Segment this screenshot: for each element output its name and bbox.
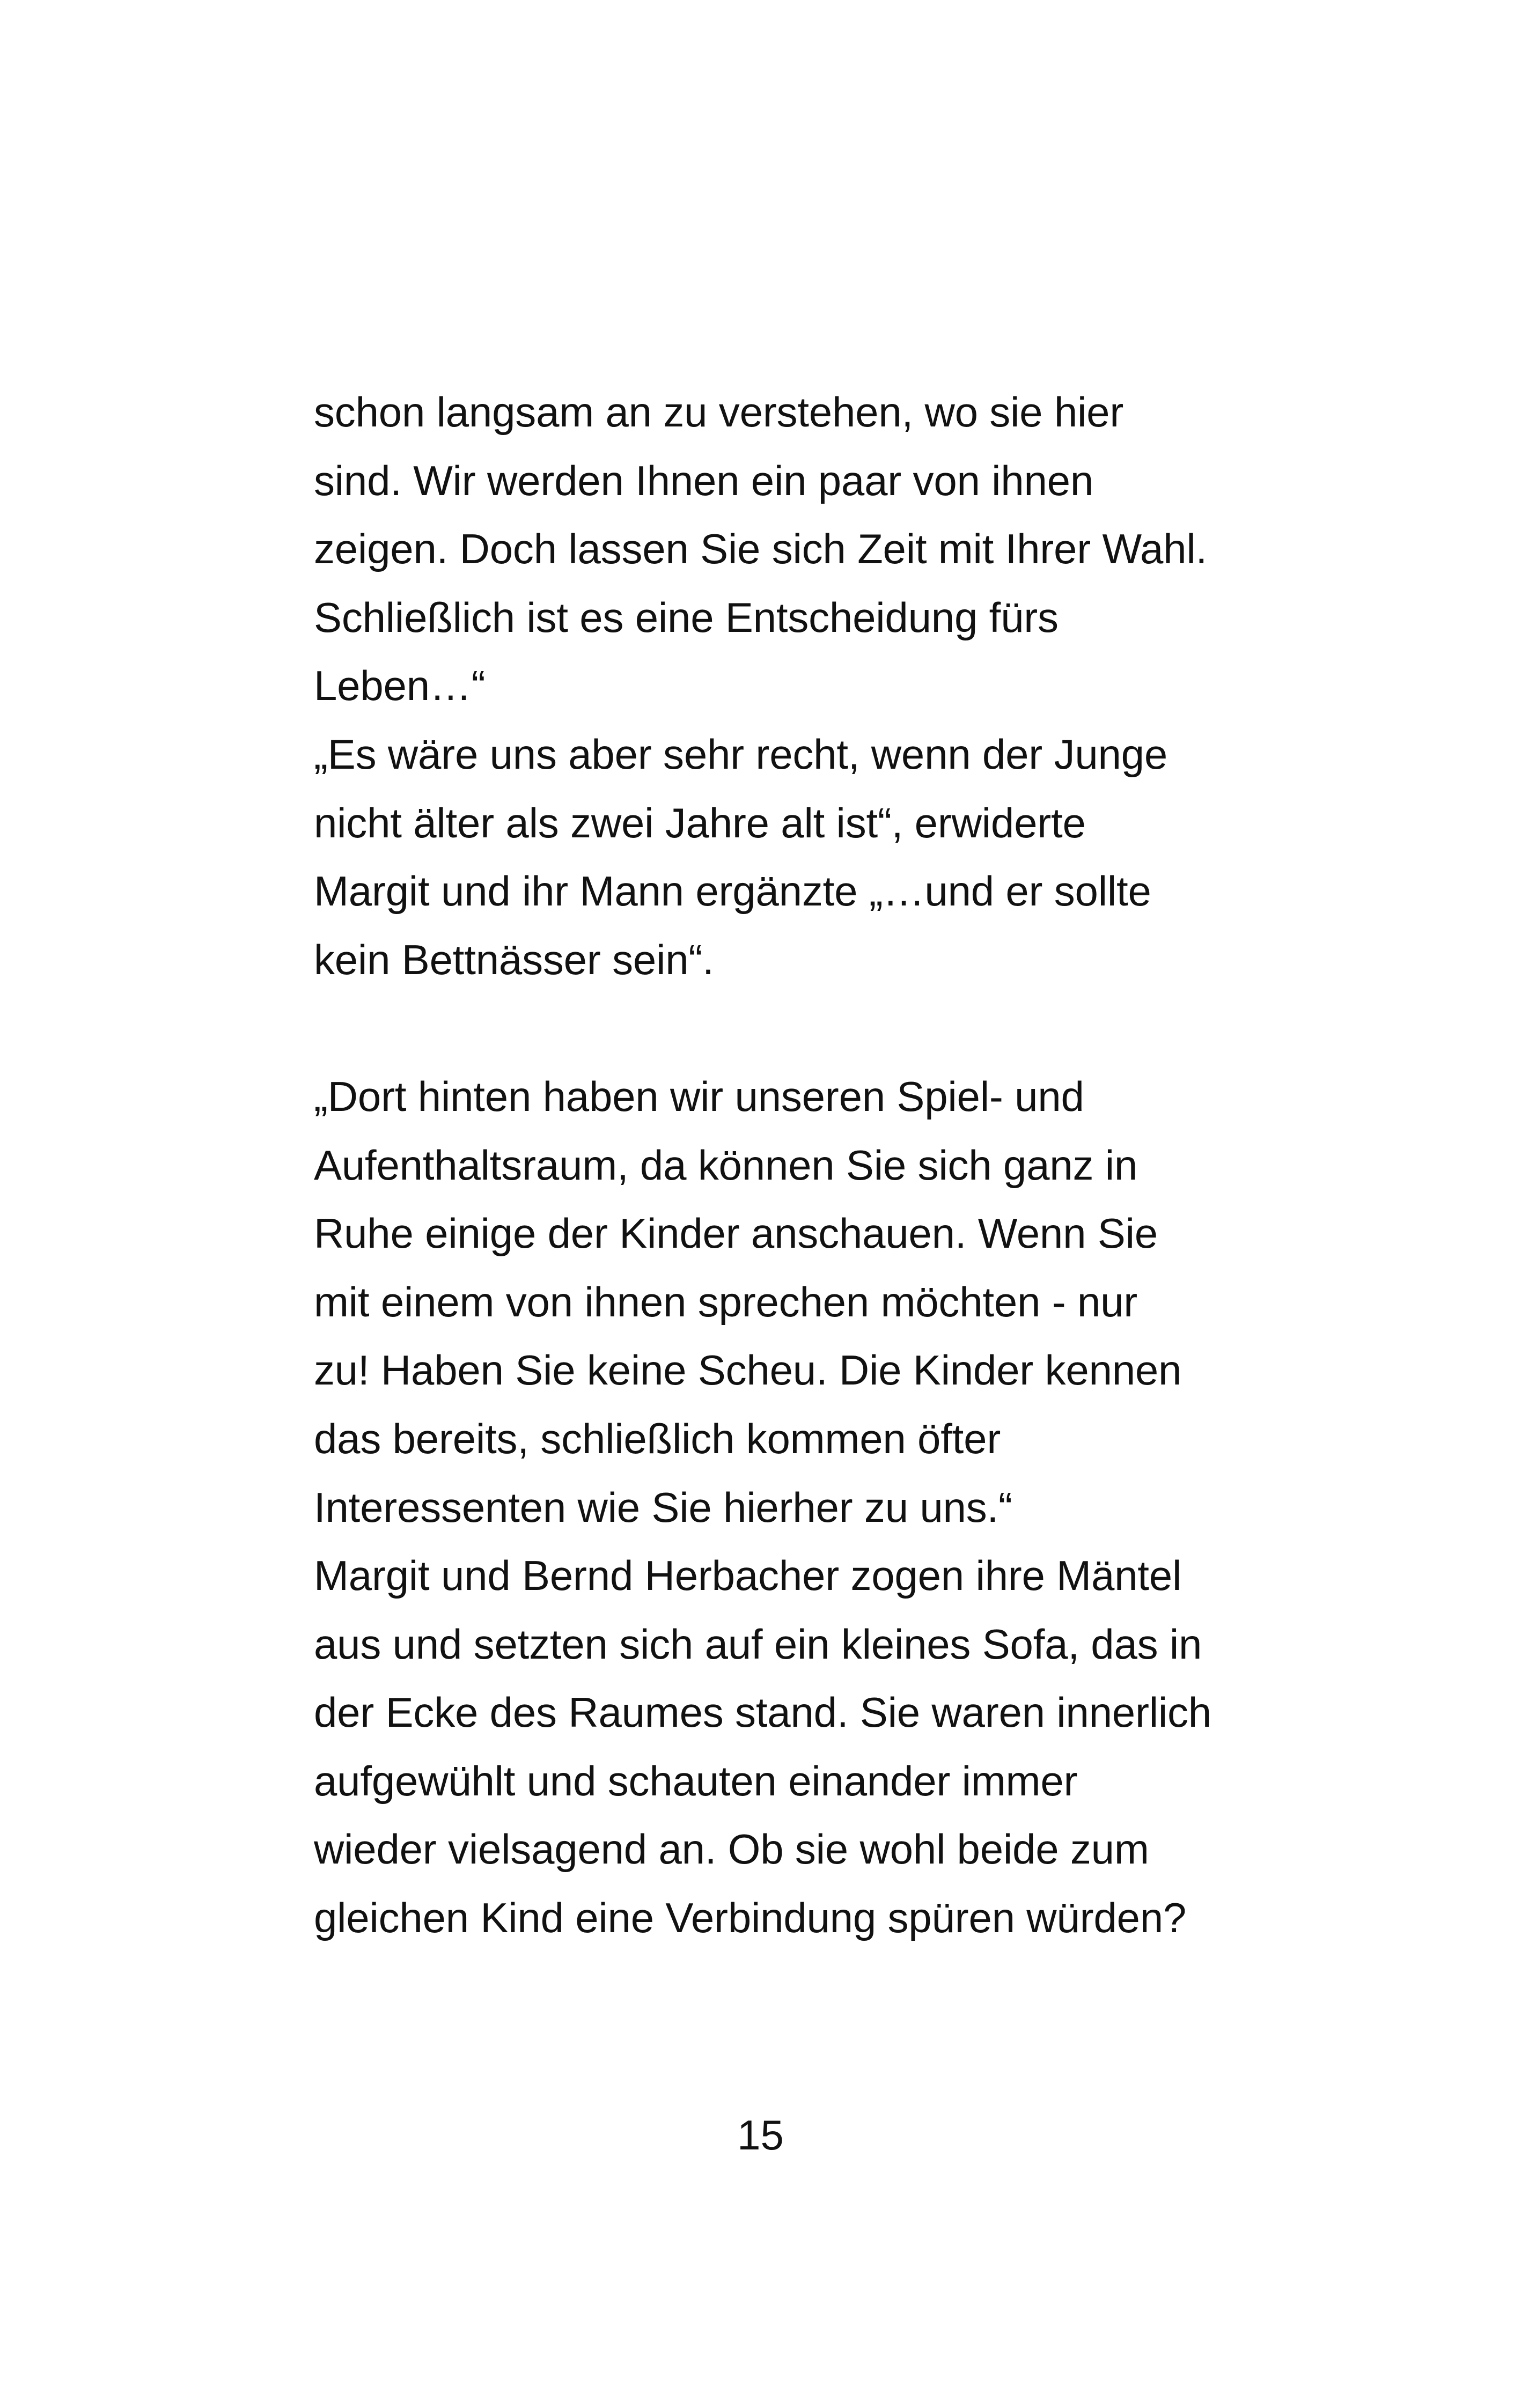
- text-line: aus und setzten sich auf ein kleines Sofa, das in: [314, 1620, 1202, 1668]
- text-line: nicht älter als zwei Jahre alt ist“, erwiderte: [314, 799, 1086, 846]
- text-line: Interessenten wie Sie hierher zu uns.“: [314, 1483, 1012, 1531]
- text-line: sind. Wir werden Ihnen ein paar von ihnen: [314, 456, 1094, 504]
- text-line: Aufenthaltsraum, da können Sie sich ganz in: [314, 1141, 1138, 1189]
- paragraph-spacer: [314, 994, 1280, 1063]
- text-line: zeigen. Doch lassen Sie sich Zeit mit Ihrer Wahl.: [314, 525, 1207, 573]
- text-line: Margit und Bernd Herbacher zogen ihre Mäntel: [314, 1552, 1182, 1600]
- text-line: der Ecke des Raumes stand. Sie waren innerlich: [314, 1689, 1211, 1736]
- text-line: „Es wäre uns aber sehr recht, wenn der Junge: [314, 730, 1168, 778]
- text-line: das bereits, schließlich kommen öfter: [314, 1415, 1001, 1462]
- text-line: wieder vielsagend an. Ob sie wohl beide zum: [314, 1825, 1149, 1873]
- text-line: „Dort hinten haben wir unseren Spiel- und: [314, 1072, 1084, 1120]
- text-line: zu! Haben Sie keine Scheu. Die Kinder kennen: [314, 1346, 1182, 1394]
- body-text: [314, 378, 1280, 1953]
- text-line: Margit und ihr Mann ergänzte „…und er sollte: [314, 867, 1151, 915]
- text-line: Leben…“: [314, 662, 486, 710]
- text-line: schon langsam an zu verstehen, wo sie hier: [314, 388, 1124, 436]
- text-line: Ruhe einige der Kinder anschauen. Wenn Sie: [314, 1210, 1158, 1257]
- text-line: mit einem von ihnen sprechen möchten - nur: [314, 1278, 1138, 1325]
- page-number: 15: [737, 2111, 784, 2159]
- text-line: gleichen Kind eine Verbindung spüren würden?: [314, 1894, 1187, 1942]
- text-line: aufgewühlt und schauten einander immer: [314, 1757, 1078, 1805]
- text-line: Schließlich ist es eine Entscheidung fürs: [314, 593, 1059, 641]
- text-line: kein Bettnässer sein“.: [314, 936, 714, 983]
